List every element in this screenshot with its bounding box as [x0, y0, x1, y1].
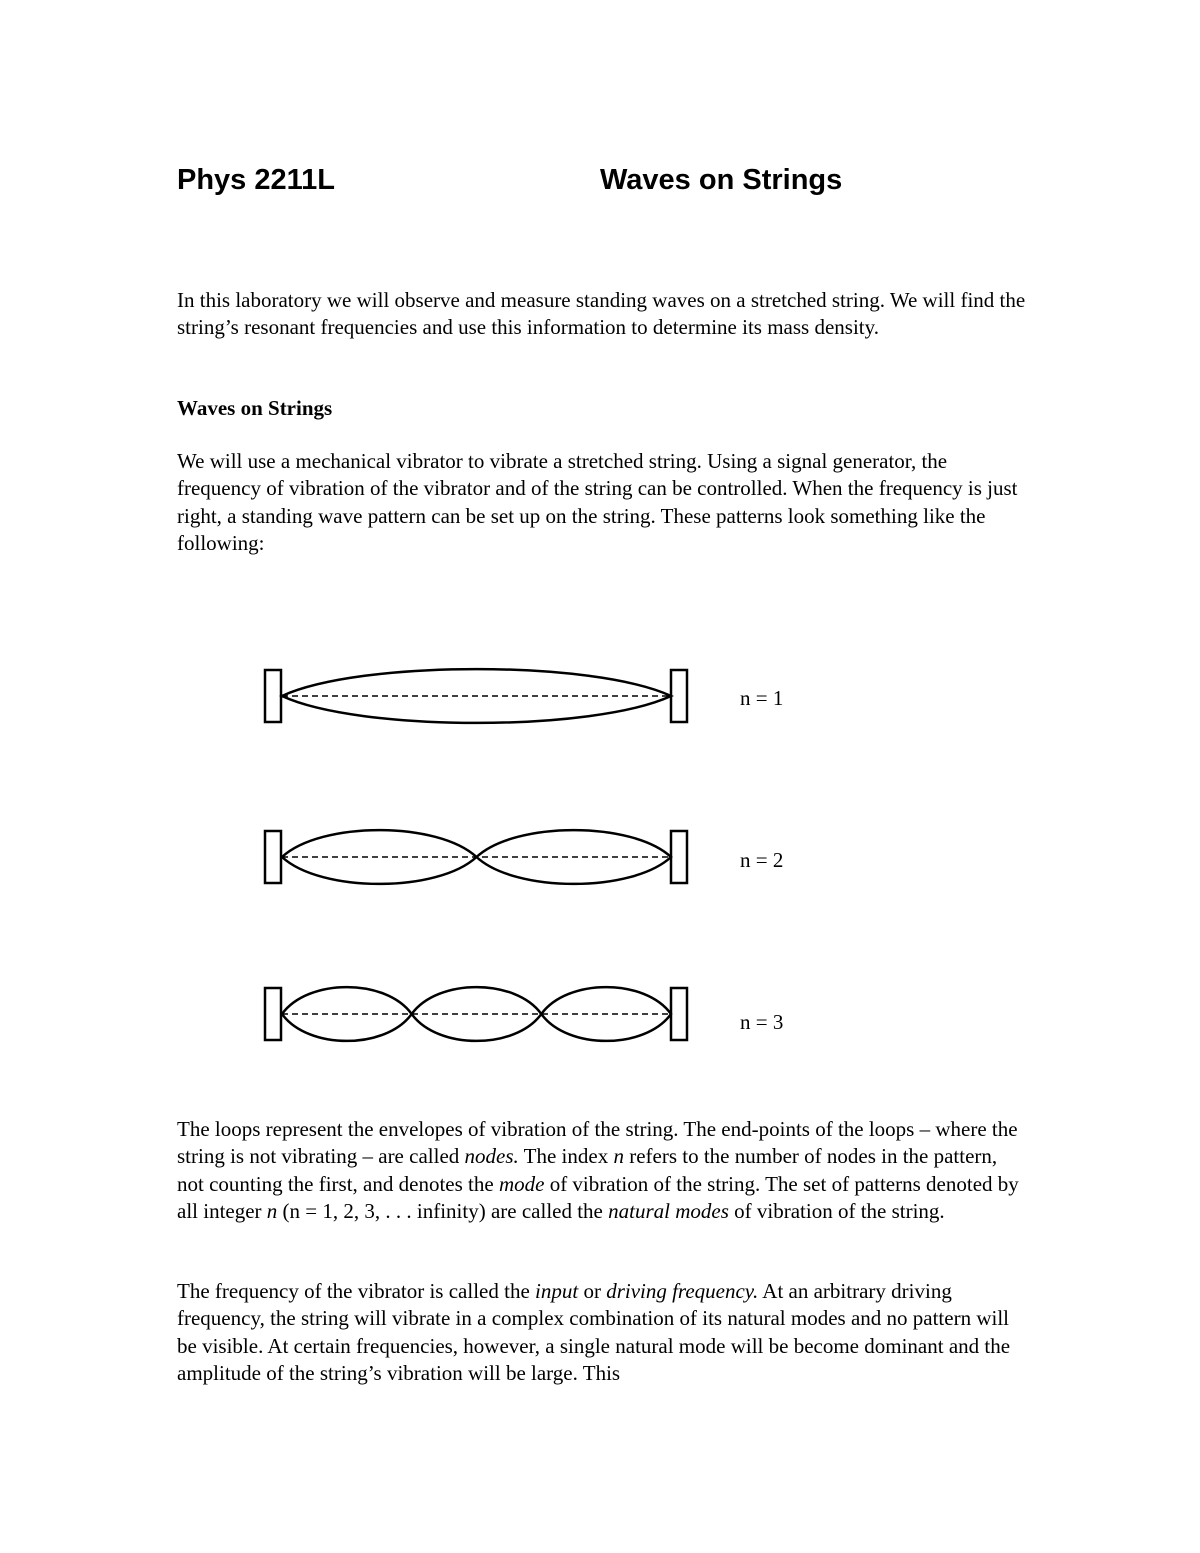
p3-text-4: of vibration of the string. The set of patterns denoted by all integer: [177, 1171, 1019, 1223]
section-heading: Waves on Strings: [177, 396, 333, 420]
loop-n3-1: [282, 987, 412, 1041]
modes-group: [265, 669, 687, 1041]
p4-text-1: The frequency of the vibrator is called the: [177, 1279, 536, 1303]
paragraph-vibrator: We will use a mechanical vibrator to vibrate a stretched string. Using a signal generator, the frequency of vibration of the vibrator and of the string can be controlled. When the frequency is just right, a standing wave pattern can be set up on the string. These patterns look something like the following:: [177, 449, 1018, 555]
left-post-n2: [265, 831, 281, 883]
course-code: Phys 2211L: [177, 164, 335, 196]
loop-n3-3: [541, 987, 671, 1041]
loop-n1-1: [282, 669, 671, 723]
right-post-n2: [671, 831, 687, 883]
p3-text-6: of vibration of the string.: [728, 1198, 945, 1223]
right-post-n1: [671, 670, 687, 722]
p3-text-5: (n = 1, 2, 3, . . . infinity) are called the: [277, 1198, 609, 1223]
loop-n3-2: [412, 987, 542, 1041]
page-header: [177, 164, 1077, 204]
p3-text-2: The index: [518, 1144, 614, 1169]
right-post-n3: [671, 988, 687, 1040]
left-post-n3: [265, 988, 281, 1040]
mode-label-n3: n = 3: [740, 1010, 784, 1034]
term-driving-frequency: driving frequency.: [606, 1279, 759, 1303]
mode-label-n1: n = 1: [740, 686, 784, 710]
loop-n2-1: [282, 830, 477, 884]
term-natural-modes: natural modes: [608, 1198, 729, 1223]
p3-text-1: The loops represent the envelopes of vibration of the string. The end-points of the loops – where the string is not vibrating – are called: [177, 1117, 1018, 1169]
p4-text-3: At an arbitrary driving frequency, the string will vibrate in a complex combination of its natural modes and no pattern will be visible. At certain frequencies, however, a single natural mode will be become dominant and the amplitude of the string’s vibration will be large. This: [177, 1279, 1011, 1385]
p3-text-3: refers to the number of nodes in the pattern, not counting the first, and denotes the: [177, 1144, 998, 1196]
paragraph-driving-frequency: [177, 1278, 1027, 1387]
term-n-integer: n: [266, 1198, 278, 1223]
mode-label-n2: n = 2: [740, 848, 784, 872]
intro-paragraph: In this laboratory we will observe and measure standing waves on a stretched string. We will find the string’s resonant frequencies and use this information to determine its mass density.: [177, 288, 1026, 340]
term-mode: mode: [498, 1171, 545, 1196]
term-nodes: nodes.: [464, 1144, 519, 1169]
page-title: Waves on Strings: [600, 164, 843, 196]
paragraph-loops: [177, 1116, 1027, 1225]
term-input: input: [535, 1279, 579, 1303]
term-n: n: [613, 1144, 624, 1169]
p4-text-2: or: [578, 1279, 607, 1303]
left-post-n1: [265, 670, 281, 722]
loop-n2-2: [477, 830, 672, 884]
